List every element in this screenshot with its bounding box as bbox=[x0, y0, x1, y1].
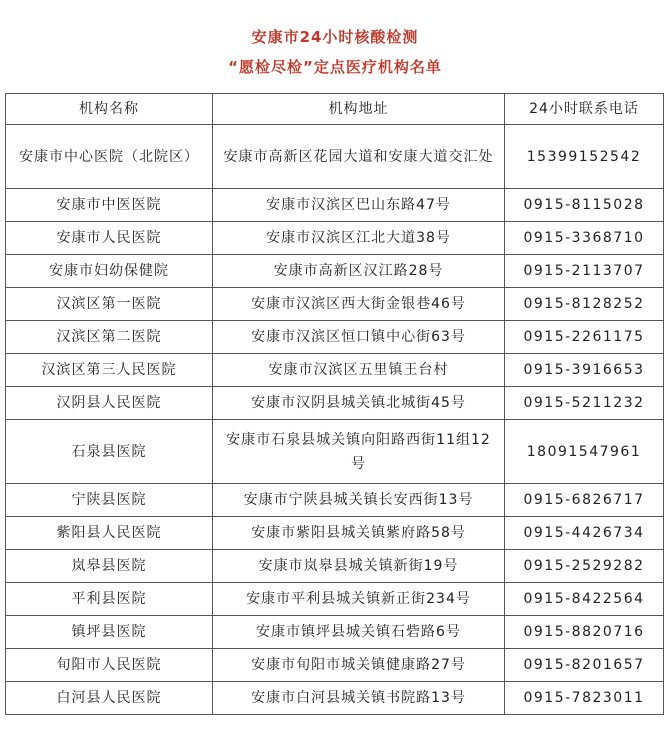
table-row bbox=[6, 387, 664, 420]
cell-address: 安康市汉阴县城关镇北城街45号 bbox=[213, 387, 505, 420]
cell-name: 汉阴县人民医院 bbox=[6, 387, 213, 420]
table-row bbox=[6, 484, 664, 517]
table-body bbox=[6, 125, 664, 715]
cell-name: 平利县医院 bbox=[6, 583, 213, 616]
cell-phone: 0915-5211232 bbox=[505, 387, 664, 420]
cell-name: 岚皋县医院 bbox=[6, 550, 213, 583]
cell-phone: 0915-2529282 bbox=[505, 550, 664, 583]
table-row bbox=[6, 222, 664, 255]
cell-phone: 0915-6826717 bbox=[505, 484, 664, 517]
cell-name: 安康市人民医院 bbox=[6, 222, 213, 255]
cell-name: 安康市中心医院（北院区） bbox=[6, 125, 213, 189]
cell-name: 紫阳县人民医院 bbox=[6, 517, 213, 550]
table-row bbox=[6, 583, 664, 616]
cell-name: 宁陕县医院 bbox=[6, 484, 213, 517]
cell-address: 安康市岚皋县城关镇新街19号 bbox=[213, 550, 505, 583]
cell-phone: 0915-4426734 bbox=[505, 517, 664, 550]
table-row bbox=[6, 354, 664, 387]
institution-table bbox=[5, 93, 664, 715]
header-phone: 24小时联系电话 bbox=[505, 94, 664, 125]
cell-name: 白河县人民医院 bbox=[6, 682, 213, 715]
cell-phone: 0915-8422564 bbox=[505, 583, 664, 616]
cell-name: 汉滨区第二医院 bbox=[6, 321, 213, 354]
cell-name: 安康市中医医院 bbox=[6, 189, 213, 222]
document-subtitle: “愿检尽检”定点医疗机构名单 bbox=[228, 58, 442, 76]
header-name: 机构名称 bbox=[6, 94, 213, 125]
cell-phone: 0915-8820716 bbox=[505, 616, 664, 649]
table-row bbox=[6, 517, 664, 550]
cell-phone: 0915-2113707 bbox=[505, 255, 664, 288]
cell-address: 安康市宁陕县城关镇长安西街13号 bbox=[213, 484, 505, 517]
cell-address: 安康市紫阳县城关镇紫府路58号 bbox=[213, 517, 505, 550]
cell-address: 安康市汉滨区恒口镇中心街63号 bbox=[213, 321, 505, 354]
header-address: 机构地址 bbox=[213, 94, 505, 125]
cell-phone: 15399152542 bbox=[505, 125, 664, 189]
cell-phone: 0915-7823011 bbox=[505, 682, 664, 715]
cell-phone: 0915-8115028 bbox=[505, 189, 664, 222]
table-row bbox=[6, 649, 664, 682]
cell-address: 安康市汉滨区西大街金银巷46号 bbox=[213, 288, 505, 321]
cell-phone: 18091547961 bbox=[505, 420, 664, 484]
cell-address: 安康市高新区汉江路28号 bbox=[213, 255, 505, 288]
cell-address: 安康市平利县城关镇新正街234号 bbox=[213, 583, 505, 616]
cell-phone: 0915-3916653 bbox=[505, 354, 664, 387]
table-header-row bbox=[6, 94, 664, 125]
table-row bbox=[6, 125, 664, 189]
cell-address: 安康市汉滨区江北大道38号 bbox=[213, 222, 505, 255]
table-row bbox=[6, 616, 664, 649]
table-row bbox=[6, 550, 664, 583]
cell-name: 汉滨区第三人民医院 bbox=[6, 354, 213, 387]
cell-name: 汉滨区第一医院 bbox=[6, 288, 213, 321]
cell-address: 安康市石泉县城关镇向阳路西街11组12号 bbox=[213, 420, 505, 484]
cell-name: 石泉县医院 bbox=[6, 420, 213, 484]
document-title: 安康市24小时核酸检测 bbox=[251, 28, 419, 46]
cell-phone: 0915-8201657 bbox=[505, 649, 664, 682]
cell-address: 安康市汉滨区五里镇王台村 bbox=[213, 354, 505, 387]
cell-name: 镇坪县医院 bbox=[6, 616, 213, 649]
table-row bbox=[6, 255, 664, 288]
cell-phone: 0915-8128252 bbox=[505, 288, 664, 321]
cell-phone: 0915-3368710 bbox=[505, 222, 664, 255]
cell-name: 旬阳市人民医院 bbox=[6, 649, 213, 682]
table-row bbox=[6, 321, 664, 354]
cell-phone: 0915-2261175 bbox=[505, 321, 664, 354]
cell-address: 安康市高新区花园大道和安康大道交汇处 bbox=[213, 125, 505, 189]
cell-address: 安康市白河县城关镇书院路13号 bbox=[213, 682, 505, 715]
table-row bbox=[6, 288, 664, 321]
cell-address: 安康市旬阳市城关镇健康路27号 bbox=[213, 649, 505, 682]
table-row bbox=[6, 682, 664, 715]
cell-address: 安康市汉滨区巴山东路47号 bbox=[213, 189, 505, 222]
cell-address: 安康市镇坪县城关镇石砦路6号 bbox=[213, 616, 505, 649]
table-row bbox=[6, 420, 664, 484]
cell-name: 安康市妇幼保健院 bbox=[6, 255, 213, 288]
table-row bbox=[6, 189, 664, 222]
